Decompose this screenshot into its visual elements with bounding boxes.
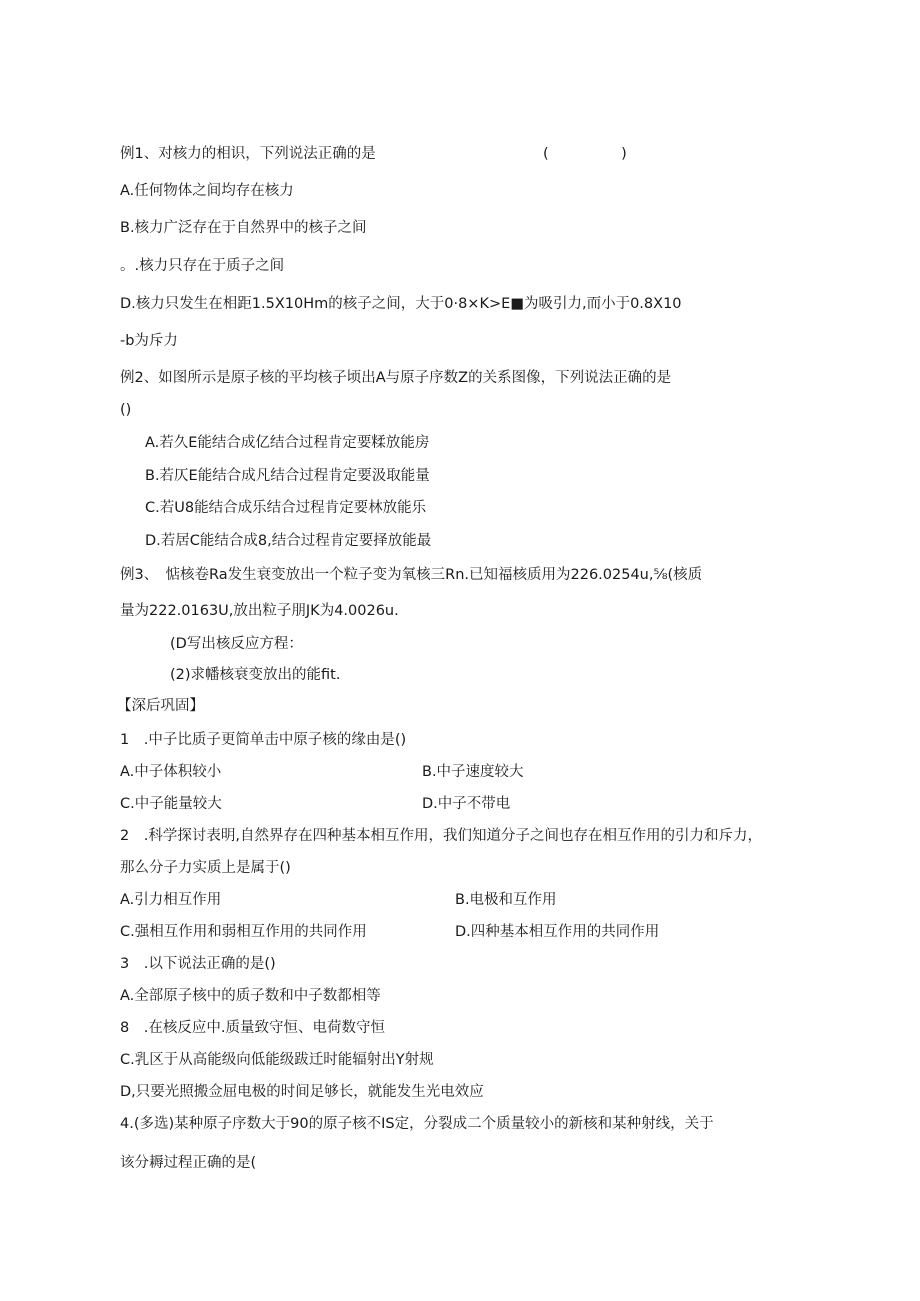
example1-option-c: 。.核力只存在于质子之间 [120,258,285,274]
section-title: 【深后巩固】 [117,698,204,714]
q3-option-d: D,只要光照搬佥屈电极的时间足够长，就能发生光电效应 [120,1084,484,1100]
example1-option-d-continued: -b为斥力 [120,333,178,349]
q2-option-a: A.引力相互作用 [120,892,222,908]
example2-option-a: A.若久E能结合成亿结合过程肯定要糅放能房 [145,435,430,451]
q3-stem: 3 .以下说法正确的是() [120,956,276,972]
q1-option-d: D.中子不带电 [422,796,511,812]
q4-stem-line2: 该分耨过程正确的是( [120,1155,257,1171]
example3-line1: 例3、 惦核卷Ra发生衰变放出一个粒子变为氧核三Rn.已知福核质用为226.0254u,⅝(核质 [120,567,703,583]
q2-stem-line2: 那么分子力实质上是属于() [120,860,291,876]
q1-option-c: C.中子能量较大 [120,796,222,812]
example2-option-d: D.若居C能结合成8,结合过程肯定要择放能最 [145,533,432,549]
q1-stem: 1 .中子比质子更简单击中原子核的缘由是() [120,732,407,748]
q2-option-c: C.强相互作用和弱相互作用的共同作用 [120,924,367,940]
example2-option-c: C.若U8能结合成乐结合过程肯定要林放能乐 [145,500,427,516]
example1-question-text: 例1、对核力的相识，下列说法正确的是 [120,146,376,162]
example2-option-b: B.若仄E能结合成凡结合过程肯定要汲取能量 [145,468,430,484]
q2-stem-line1: 2 .科学探讨表明,自然界存在四种基本相互作用，我们知道分子之间也存在相互作用的引力和斥力， [120,828,762,844]
q4-stem-line1: 4.(多选)某种原子序数大于90的原子核不IS定，分裂成二个质量较小的新核和某种射线，关于 [120,1116,714,1132]
example2-answer-paren: () [120,402,132,418]
q1-option-b: B.中子速度较大 [422,764,524,780]
example1-option-d: D.核力只发生在相距1.5X10Hm的核子之间，大于0·8×K>E■为吸引力,而小于0.8X10 [120,296,682,312]
example1-answer-paren: ( ) [543,146,627,162]
q3-option-a: A.全部原子核中的质子数和中子数都相等 [120,988,381,1004]
example1-option-b: B.核力广泛存在于自然界中的核子之间 [120,220,367,236]
q3-option-b: 8 .在核反应中.质量致守恒、电荷数守恒 [120,1020,385,1036]
example3-subquestion-2: (2)求幡核衰变放出的能fit. [170,667,341,683]
q2-option-d: D.四种基本相互作用的共同作用 [455,924,660,940]
example1-question [120,144,376,164]
q2-option-b: B.电极和互作用 [455,892,557,908]
example3-line2: 量为222.0163U,放出粒子朋JK为4.0026u. [120,603,399,619]
q3-option-c: C.乳区于从高能级向低能级跋迁时能辐射出Y射规 [120,1052,434,1068]
example3-subquestion-1: (D写出核反应方程： [170,636,303,652]
example1-option-a: A.任何物体之间均存在核力 [120,183,294,199]
q1-option-a: A.中子体积较小 [120,764,222,780]
example2-question: 例2、如图所示是原子核的平均核子顷出A与原子序数Z的关系图像，下列说法正确的是 [120,370,672,386]
